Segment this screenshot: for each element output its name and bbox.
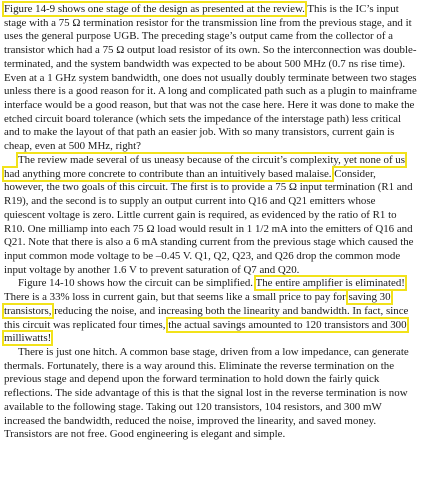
highlight-figure-14-9-review: Figure 14-9 shows one stage of the design as presented at the review. [4,3,305,15]
highlight-actual-savings: the actual savings amounted to 120 transistors and 300 milliwatts! [4,318,407,345]
paragraph-figure-14-9 [4,3,417,154]
paragraph-one-hitch [4,346,417,442]
highlight-saving-30-transistors: saving 30 transistors, [4,291,391,317]
paragraph-text: reducing the noise, and increasing both the linearity and bandwidth. In fact, since this circuit was replicated four times, [4,304,409,331]
paragraph-text: This is the IC’s input stage with a 75 Ω termination resistor for the transmission line from the previous stage, and it uses the general purpose UGB. The preceding stage’s output came from the collector of a transistor which had a 75 Ω output load resistor of its own. So the interconnection was double-terminated, and the system bandwidth was expected to be about 500 MHz (0.7 ns rise time). Even at a 1 GHz system bandwidth, one does not usually doubly terminate between two stages unless there is a good reason for it. A long and complicated path such as a plugin to mainframe interface would be a good reason, but that was not the case here. Here it was done to make the etched circuit board tolerance (which sets the impedance of the interstage path) less critical and to make the layout of that path an easier job. With so many transistors, current gain is cheap, even at 500 MHz, right? [4,3,417,153]
paragraph-text: There is a 33% loss in current gain, but that seems like a small price to pay for [4,291,349,304]
paragraph-text: There is just one hitch. A common base stage, driven from a low impedance, can generate thermals. Fortunately, there is a way around this. Eliminate the reverse termination on the previous stage and depend upon the forward termination to hold down the fairly quick reflections. The side advantage of this is that the signal lost in the reverse termination is now available to the following stage. Taking out 120 transistors, 104 resistors, and 300 mW increased the bandwidth, reduced the noise, improved the linearity, and saved money. Transistors are not free. Good engineering is elegant and simple. [4,345,409,441]
highlight-amplifier-eliminated: The entire amplifier is eliminated! [255,277,405,290]
paragraph-figure-14-10 [4,277,417,346]
paragraph-text: Figure 14-10 shows how the circuit can be simplified. [18,277,254,290]
paragraph-review-uneasy [4,154,417,277]
paragraph-text: Consider, however, the two goals of this circuit. The first is to provide a 75 Ω input termination (R1 and R19), and the second is to supply an output current into Q16 and Q21 emitters whose quiescent voltage is zero. Little current gain is required, as evidenced by the ratio of R1 to R10. One milliamp into each 75 Ω load would result in 1 1/2 mA into the emitters of Q16 and Q21. Note that there is also a 6 mA standing current from the previous stage which caused the input common mode voltage to be –0.45 V. Q1, Q2, Q23, and Q26 drop the common mode input voltage by another 1.6 V to prevent saturation of Q7 and Q20. [4,167,414,276]
highlight-review-malaise: The review made several of us uneasy because of the circuit’s complexity, yet none of us had anything more concrete to contribute than an intuitively based malaise. [4,153,405,180]
